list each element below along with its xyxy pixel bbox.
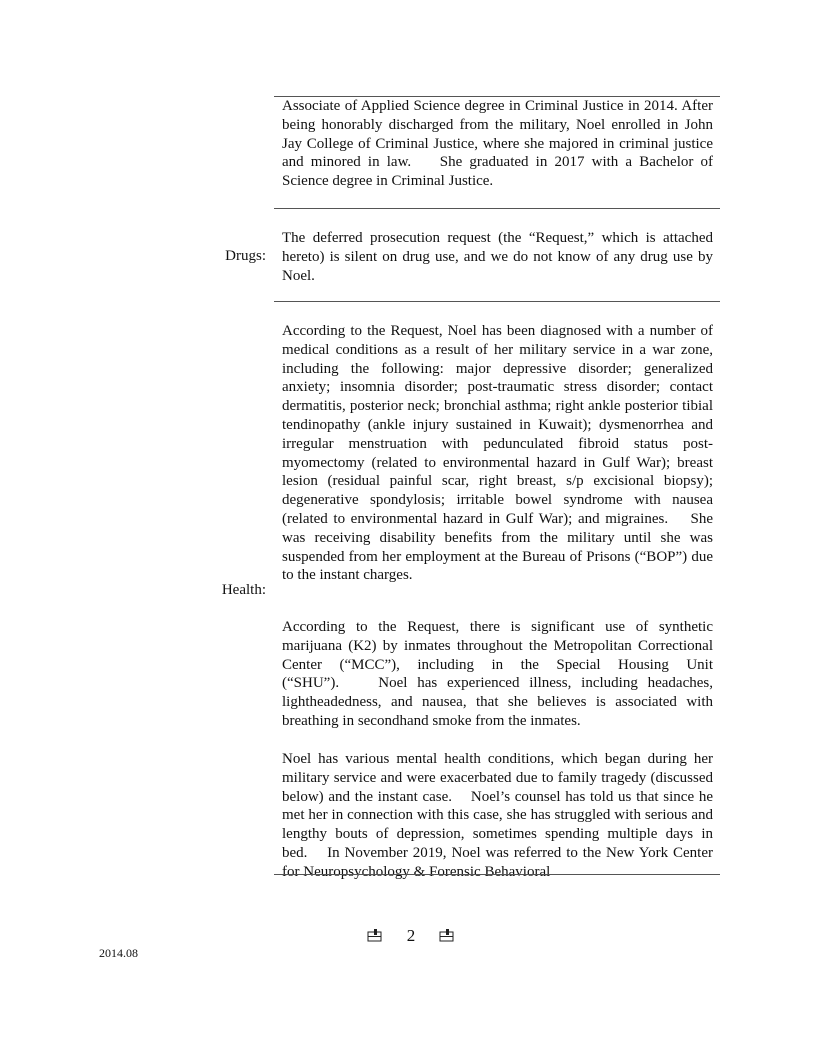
drugs-text: The deferred prosecution request (the “Request,” which is attached hereto) is silent on drug use, and we do not know of any drug use by Noel. xyxy=(282,230,713,284)
health-paragraph: According to the Request, Noel has been diagnosed with a number of medical conditions as a result of her military service in a war zone, including the following: major depressive disorder; generalized anxiety; insomnia disorder; post-traumatic stress disorder; contact dermatitis, posterior neck; bronchial asthma; right ankle posterior tibial tendinopathy (ankle injury sustained in Kuwait); dysmenorrhea and irregular menstruation with pedunculated fibroid status post-myomectomy (related to environmental hazard in Gulf War); breast lesion (residual painful scar, right breast, s/p excisional biopsy); degenerative spondylosis; irritable bowel syndrome with nausea (related to environmental hazard in Gulf War); and migraines. She was receiving disability benefits from the military until she was suspended from her employment at the Bureau of Prisons (“BOP”) due to the instant charges. xyxy=(282,323,713,584)
page-number: 2 xyxy=(406,926,416,945)
page-footer xyxy=(366,925,456,947)
page-marker-icon xyxy=(366,928,384,944)
form-code: 2014.08 xyxy=(99,946,138,960)
health-paragraph: Noel has various mental health conditions, which began during her military service and were exacerbated due to family tragedy (discussed below) and the instant case. Noel’s counsel has told us that since he met her in connection with this case, she has struggled with serious and lengthy bouts of depression, sometimes spending multiple days in bed. In November 2019, Noel was referred to the New York Center for Neuropsychology & Forensic Behavioral xyxy=(282,751,713,880)
divider xyxy=(274,874,720,875)
health-label: Health: xyxy=(221,582,266,598)
page-marker-icon xyxy=(438,928,456,944)
drugs-label: Drugs: xyxy=(225,248,266,264)
divider xyxy=(274,208,720,209)
education-continuation-text: Associate of Applied Science degree in Criminal Justice in 2014. After being honorably discharged from the military, Noel enrolled in John Jay College of Criminal Justice, where she majored in criminal justice and minored in law. She graduated in 2017 with a Bachelor of Science degree in Criminal Justice. xyxy=(282,98,713,190)
health-paragraph: According to the Request, there is significant use of synthetic marijuana (K2) by inmates throughout the Metropolitan Correctional Center (“MCC”), including in the Special Housing Unit (“SHU”). Noel has experienced illness, including headaches, lightheadedness, and nausea, that she believes is associated with breathing in secondhand smoke from the inmates. xyxy=(282,619,713,729)
divider xyxy=(274,301,720,302)
